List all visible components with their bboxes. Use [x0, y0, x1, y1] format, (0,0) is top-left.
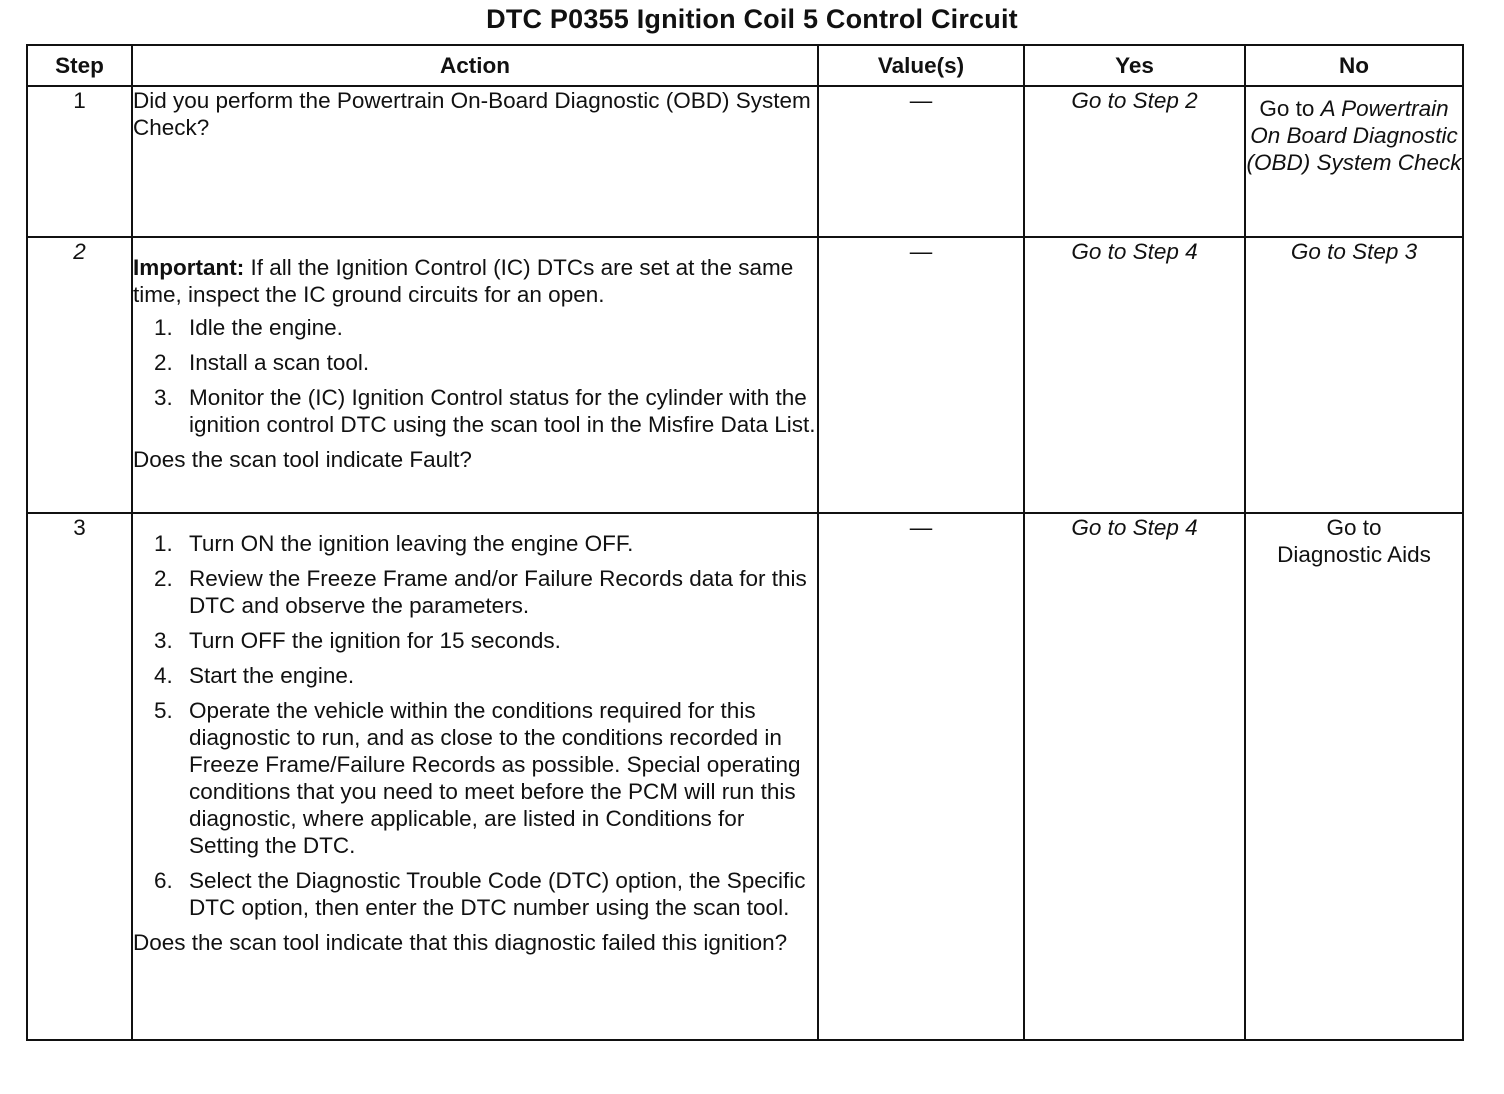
list-item [154, 662, 817, 689]
table-row [27, 86, 1463, 237]
header-no: No [1245, 45, 1463, 86]
header-yes: Yes [1024, 45, 1245, 86]
list-item [154, 314, 817, 341]
header-row [27, 45, 1463, 86]
action-text: Did you perform the Powertrain On-Board Diagnostic (OBD) System Check? [133, 88, 811, 140]
no-cell [1245, 86, 1463, 237]
item-number: 2. [154, 350, 173, 375]
no-cell [1245, 237, 1463, 513]
important-text: If all the Ignition Control (IC) DTCs are set at the same time, inspect the IC ground circuits for an open. [133, 255, 794, 307]
action-cell [132, 237, 818, 513]
item-number: 3. [154, 385, 173, 410]
item-number: 3. [154, 628, 173, 653]
yes-link[interactable]: Go to Step 4 [1071, 515, 1198, 540]
item-number: 6. [154, 868, 173, 893]
no-link[interactable]: Go to Step 3 [1290, 239, 1418, 264]
table-row [27, 513, 1463, 1040]
list-item [154, 384, 817, 438]
step-number: 1 [27, 86, 132, 237]
step-number: 2 [27, 237, 132, 513]
list-item [154, 867, 817, 921]
yes-cell [1024, 237, 1245, 513]
item-number: 4. [154, 663, 173, 688]
item-text: Select the Diagnostic Trouble Code (DTC) option, the Specific DTC option, then enter the DTC number using the scan tool. [189, 868, 806, 920]
action-cell [132, 86, 818, 237]
list-item [154, 565, 817, 619]
item-number: 2. [154, 566, 173, 591]
header-action: Action [132, 45, 818, 86]
item-text: Start the engine. [189, 663, 355, 688]
item-text: Operate the vehicle within the conditions required for this diagnostic to run, and as close to the conditions recorded in Freeze Frame/Failure Records as possible. Special operating conditions that you need to meet before the PCM will run this diagnostic, where applicable, are listed in Conditions for Setting the DTC. [189, 698, 801, 858]
value-cell: — [818, 513, 1024, 1040]
step-list [133, 530, 817, 921]
no-link[interactable]: A Powertrain On Board Diagnostic (OBD) System Check [1246, 96, 1462, 175]
step-list [133, 314, 817, 438]
no-link[interactable]: Diagnostic Aids [1277, 542, 1431, 567]
item-text: Idle the engine. [189, 315, 343, 340]
item-text: Turn OFF the ignition for 15 seconds. [189, 628, 561, 653]
yes-link[interactable]: Go to Step 4 [1071, 239, 1198, 264]
header-step: Step [27, 45, 132, 86]
yes-cell [1024, 513, 1245, 1040]
item-text: Monitor the (IC) Ignition Control status for the cylinder with the ignition control DTC using the scan tool in the Misfire Data List. [189, 385, 816, 437]
item-text: Turn ON the ignition leaving the engine OFF. [189, 531, 634, 556]
action-cell [132, 513, 818, 1040]
list-item [154, 349, 817, 376]
question-text: Does the scan tool indicate Fault? [133, 447, 472, 472]
value-cell: — [818, 86, 1024, 237]
value-cell: — [818, 237, 1024, 513]
question-text: Does the scan tool indicate that this diagnostic failed this ignition? [133, 930, 788, 955]
step-number: 3 [27, 513, 132, 1040]
page-title: DTC P0355 Ignition Coil 5 Control Circuit [486, 4, 1018, 34]
item-number: 1. [154, 315, 173, 340]
item-text: Install a scan tool. [189, 350, 370, 375]
important-note [133, 254, 817, 308]
item-number: 1. [154, 531, 173, 556]
list-item [154, 530, 817, 557]
list-item [154, 697, 817, 859]
header-values: Value(s) [818, 45, 1024, 86]
no-cell [1245, 513, 1463, 1040]
no-prefix: Go to [1259, 96, 1315, 121]
no-prefix: Go to [1326, 515, 1382, 540]
yes-link[interactable]: Go to Step 2 [1071, 88, 1198, 113]
list-item [154, 627, 817, 654]
dtc-table [26, 44, 1464, 1041]
important-label: Important: [133, 255, 245, 280]
yes-cell [1024, 86, 1245, 237]
item-text: Review the Freeze Frame and/or Failure Records data for this DTC and observe the parameters. [189, 566, 807, 618]
item-number: 5. [154, 698, 173, 723]
table-row [27, 237, 1463, 513]
